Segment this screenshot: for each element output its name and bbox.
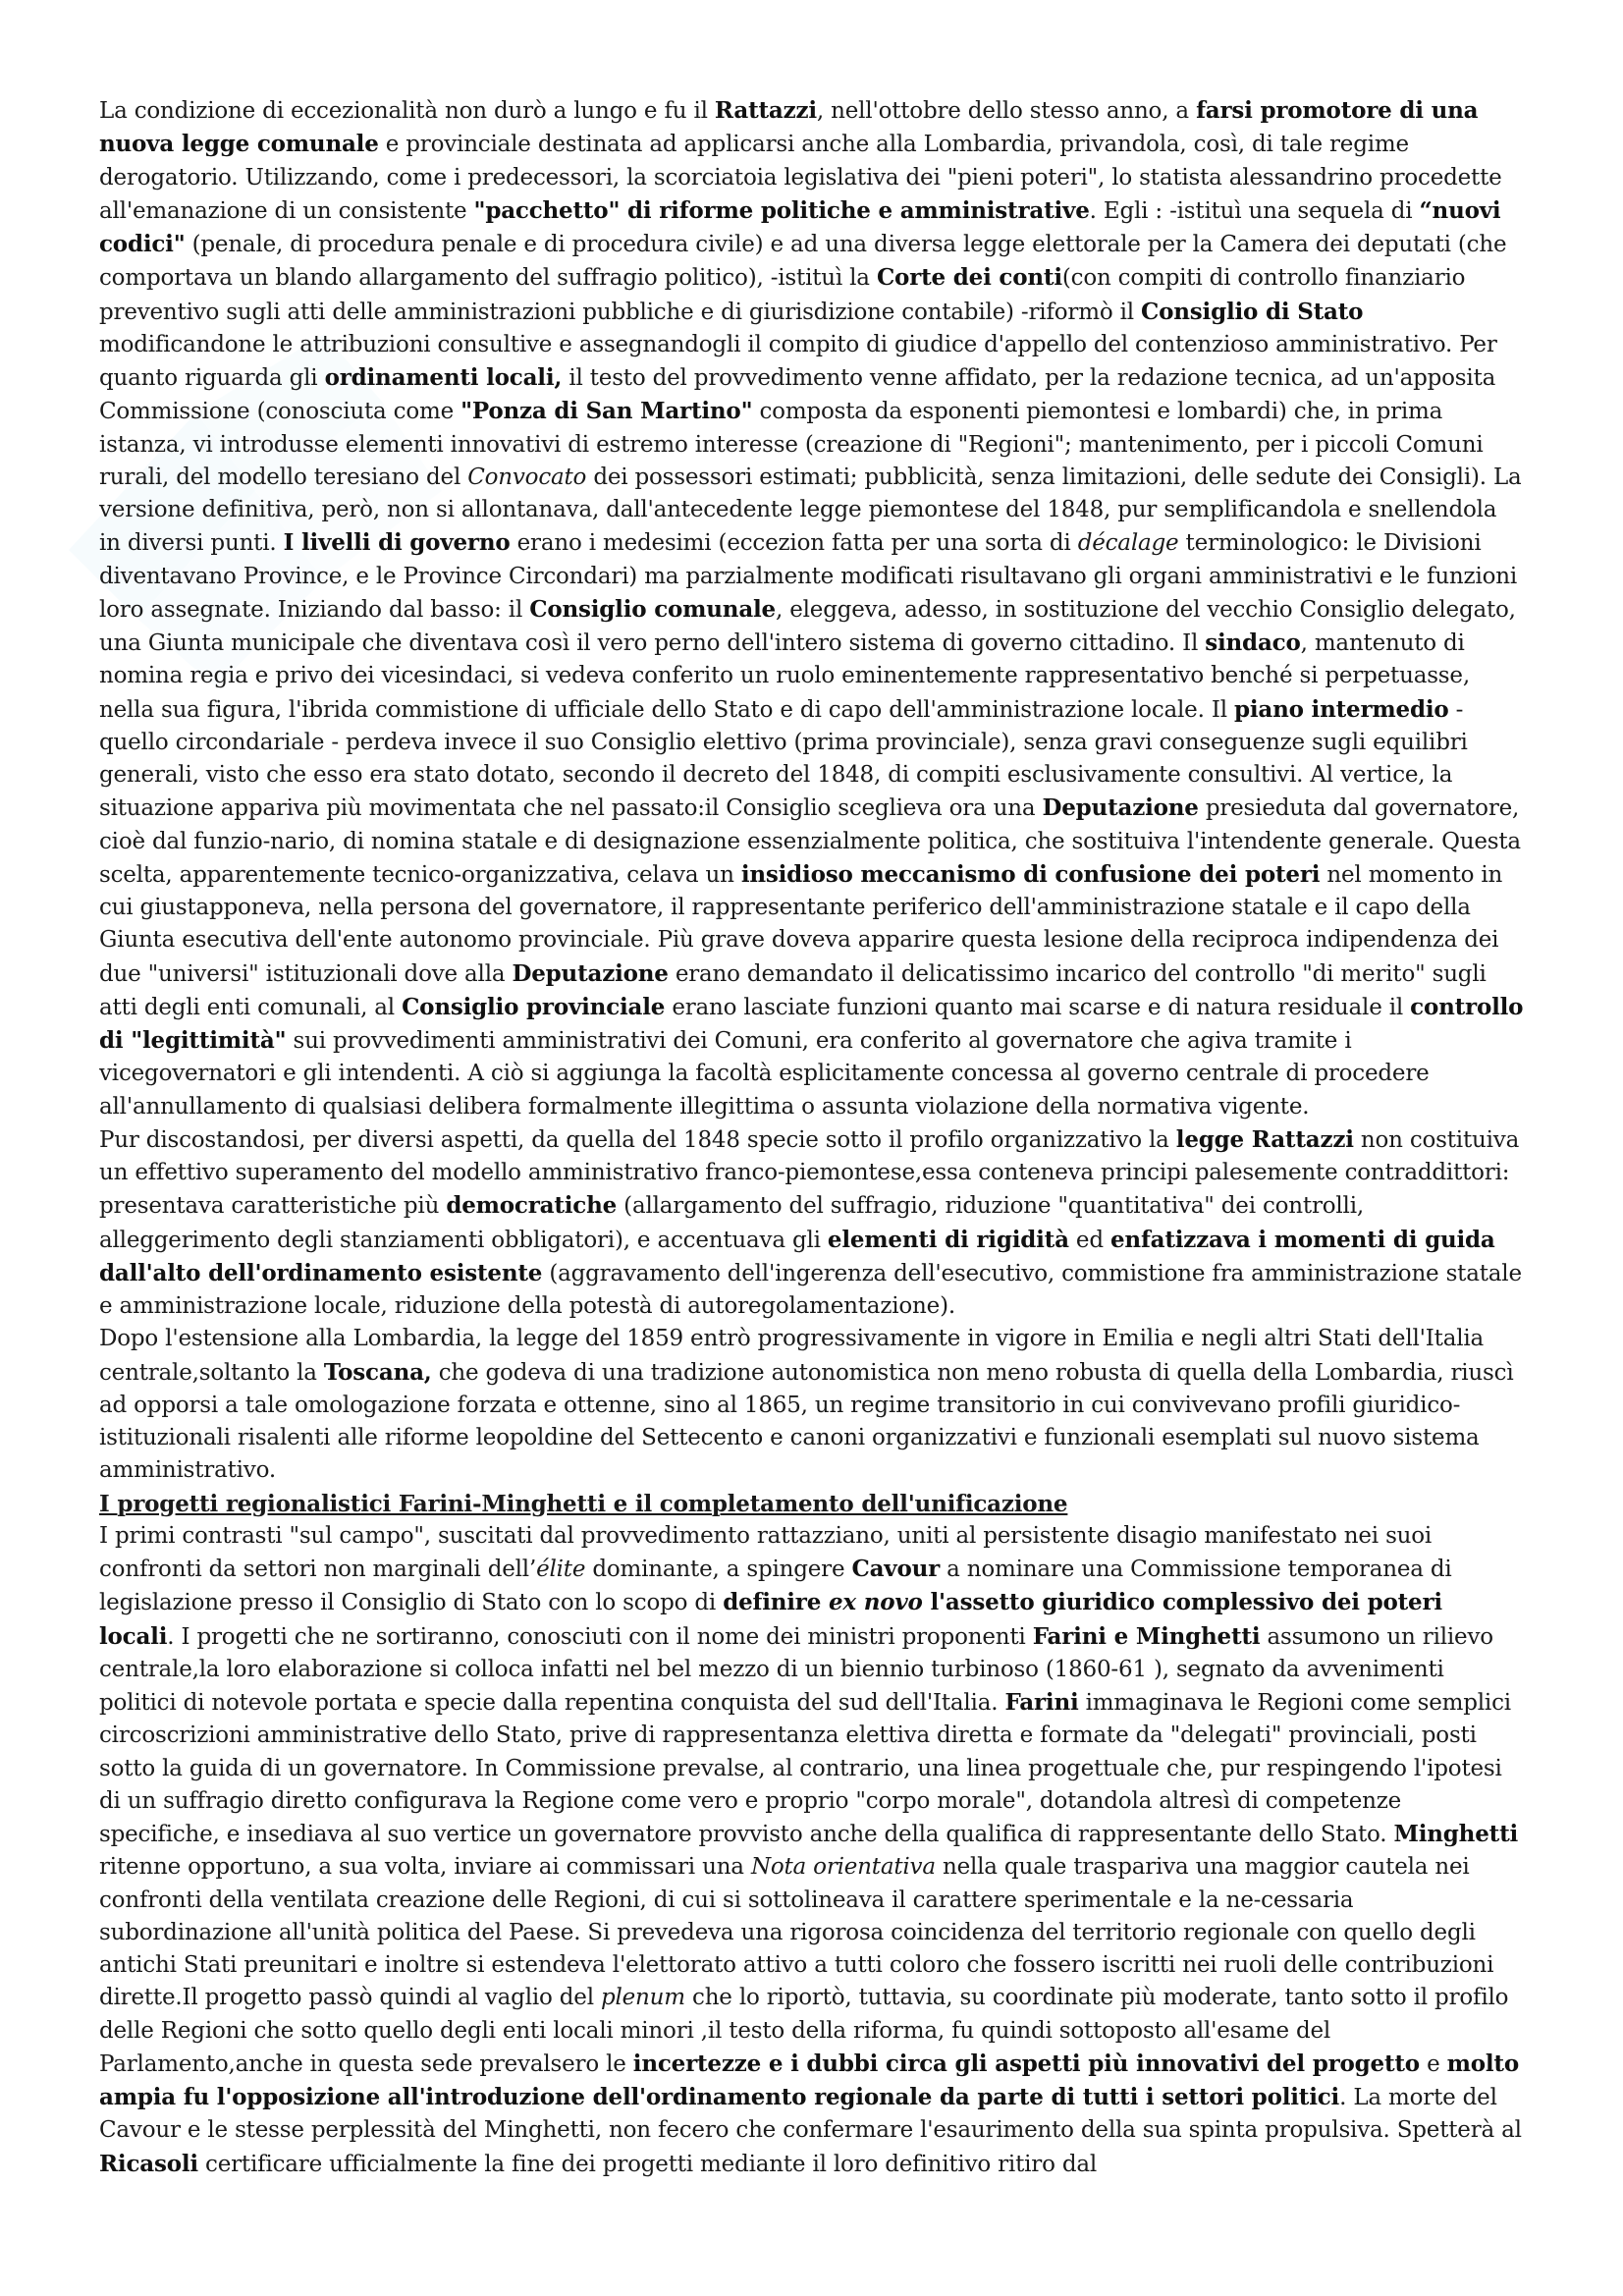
- text-run: La condizione di eccezionalità non durò a lungo e fu il: [99, 98, 715, 124]
- text-run: nella quale traspariva una maggior cautela nei confronti della ventilata creazione delle Regioni, di cui si sottolineava il carattere sperimentale e la ne-cessaria subordinazione all'unità politica del Paese. Si prevedeva una rigorosa coincidenza del territorio regionale con quello degli antichi Stati preunitari e inoltre si estendeva l'elettorato attivo a tutti coloro che fossero iscritti nei ruoli delle contribuzioni dirette.Il progetto passò quindi al vaglio del: [99, 1854, 1494, 2011]
- bold-text: Farini e Minghetti: [1032, 1622, 1261, 1650]
- italic-text: élite: [536, 1557, 586, 1582]
- bold-text: Consiglio provinciale: [402, 993, 666, 1020]
- bold-text: sindaco: [1205, 629, 1301, 656]
- paragraph: [99, 94, 1525, 1123]
- bold-text: ordinamenti locali,: [324, 364, 563, 391]
- document-body: [99, 94, 1525, 2181]
- bold-text: Consiglio di Stato: [1141, 298, 1364, 325]
- text-run: a nominare una Commissione temporanea di legislazione presso il Consiglio di Stato con lo scopo di: [99, 1557, 1452, 1616]
- bold-text: "pacchetto" di riforme politiche e amministrative: [473, 196, 1090, 224]
- bold-text: incertezze e i dubbi circa gli aspetti più innovativi del progetto: [632, 2050, 1420, 2077]
- bold-text: Toscana,: [323, 1358, 432, 1386]
- bold-text: Consiglio comunale: [529, 595, 776, 623]
- italic-text: Nota orientativa: [750, 1854, 936, 1881]
- bold-text: Corte dei conti: [876, 264, 1062, 292]
- text-run: non costituiva un effettivo superamento del modello amministrativo franco-piemontese,essa conteneva principi palesemente contraddittori: presentava caratteristiche più: [99, 1126, 1520, 1220]
- text-run: che lo riportò, tuttavia, su coordinate più moderate, tanto sotto il profilo delle Regioni che sotto quello degli enti locali minori ,il testo della riforma, fu quindi sottoposto all'esame del Parlamento,anche in questa sede prevalsero le: [99, 1985, 1509, 2077]
- text-run: dominante, a spingere: [585, 1557, 852, 1582]
- text-run: I primi contrasti "sul campo", suscitati dal provvedimento rattazziano, uniti al persistente disagio manifestato nei suoi confronti da settori non marginali dell’: [99, 1522, 1433, 1582]
- text-run: certificare ufficialmente la fine dei progetti mediante il loro definitivo ritiro dal: [197, 2151, 1098, 2177]
- bold-text: Cavour: [851, 1556, 941, 1582]
- bold-text: "Ponza di San Martino": [460, 398, 753, 425]
- text-run: (penale, di procedura penale e di procedura civile) e ad una diversa legge elettorale per la Camera dei deputati (che comportava un blando allargamento del suffragio politico), -istituì la: [99, 232, 1507, 292]
- text-run: assumono un rilievo centrale,la loro elaborazione si colloca infatti nel bel mezzo di un biennio turbinoso (1860-61 ), segnato da avvenimenti politici di notevole portata e specie dalla repentina conquista del sud dell'Italia.: [99, 1623, 1493, 1716]
- bold-text: democratiche: [446, 1192, 618, 1220]
- text-run: erano i medesimi (eccezion fatta per una sorta di: [510, 530, 1078, 557]
- text-run: presieduta dal governatore, cioè dal funzio-nario, di nomina statale e di designazione essenzialmente politica, che sostituiva l'intendente generale. Questa scelta, apparentemente tecnico-organizzativa, celava un: [99, 795, 1521, 888]
- text-run: (con compiti di controllo finanziario preventivo sugli atti delle amministrazioni pubbliche e di giurisdizione contabile) -riformò il: [99, 265, 1466, 325]
- text-run: composta da esponenti piemontesi e lombardi) che, in prima istanza, vi introdusse elementi innovativi di estremo interesse (creazione di "Regioni"; mantenimento, per i piccoli Comuni rurali, del modello teresiano del: [99, 399, 1484, 490]
- text-run: ed: [1068, 1227, 1110, 1253]
- italic-text: plenum: [600, 1985, 685, 2011]
- bold-text: l'assetto giuridico complessivo dei poteri locali: [99, 1589, 1442, 1650]
- bold-text: enfatizzava i momenti di guida dall'alto dell'ordinamento esistente: [99, 1226, 1495, 1286]
- bold-text: controllo di "legittimità": [99, 993, 1524, 1054]
- bold-text: Deputazione: [512, 959, 669, 987]
- text-run: Pur discostandosi, per diversi aspetti, da quella del 1848 specie sotto il profilo organizzativo la: [99, 1126, 1176, 1153]
- text-run: . Egli : -istituì una sequela di: [1089, 197, 1420, 224]
- section-progetti-regionalistici: [99, 1520, 1525, 2181]
- section-heading: I progetti regionalistici Farini-Minghetti e il completamento dell'unificazione: [99, 1490, 1068, 1517]
- bold-text: ex novo: [828, 1589, 923, 1616]
- bold-text: Farini: [1004, 1689, 1079, 1716]
- text-run: (aggravamento dell'ingerenza dell'esecutivo, commistione fra amministrazione statale e amministrazione locale, riduzione della potestà di autoregolamentazione).: [99, 1260, 1522, 1319]
- text-run: , eleggeva, adesso, in sostituzione del vecchio Consiglio delegato, una Giunta municipale che diventava così il vero perno dell'intero sistema di governo cittadino. Il: [99, 596, 1516, 656]
- bold-text: legge Rattazzi: [1175, 1125, 1354, 1153]
- text-run: nel momento in cui giustapponeva, nella persona del governatore, il rappresentante periferico dell'amministrazione statale e il capo della Giunta esecutiva dell'ente autonomo provinciale. Più grave doveva apparire questa lesione della reciproca indipendenza dei due "universi" istituzionali dove alla: [99, 861, 1503, 987]
- text-run: . I progetti che ne sortiranno, conosciuti con il nome dei ministri proponenti: [167, 1623, 1033, 1650]
- bold-text: “nuovi codici": [99, 196, 1501, 257]
- bold-text: Deputazione: [1042, 794, 1199, 822]
- italic-text: décalage: [1077, 530, 1179, 557]
- bold-text: Rattazzi: [714, 97, 817, 124]
- text-run: , nell'ottobre dello stesso anno, a: [816, 98, 1197, 124]
- bold-text: insidioso meccanismo di confusione dei poteri: [740, 860, 1321, 888]
- section-legge-rattazzi: [99, 94, 1525, 1488]
- paragraph: [99, 1123, 1525, 1324]
- text-run: erano lasciate funzioni quanto mai scarse e di natura residuale il: [665, 994, 1411, 1020]
- text-run: erano demandato il delicatissimo incarico del controllo "di merito" sugli atti degli enti comunali, al: [99, 960, 1487, 1020]
- paragraph: [99, 1323, 1525, 1487]
- bold-text: I livelli di governo: [283, 529, 511, 557]
- bold-text: piano intermedio: [1233, 695, 1449, 723]
- text-run: , mantenuto di nomina regia e privo dei vicesindaci, si vedeva conferito un ruolo eminentemente rappresentativo benché si perpetuasse, nella sua figura, l'ibrida commistione di ufficiale dello Stato e di capo dell'amministrazione locale. Il: [99, 630, 1470, 723]
- bold-text: elementi di rigidità: [827, 1226, 1069, 1253]
- paragraph: [99, 1520, 1525, 2181]
- text-run: Dopo l'estensione alla Lombardia, la legge del 1859 entrò progressivamente in vigore in Emilia e negli altri Stati dell'Italia centrale,soltanto la: [99, 1326, 1485, 1386]
- italic-text: Convocato: [467, 464, 587, 490]
- text-run: modificandone le attribuzioni consultive e assegnandogli il compito di giudice d'appello del contenzioso amministrativo. Per quanto riguarda gli: [99, 331, 1497, 391]
- text-run: e: [1419, 2050, 1447, 2077]
- text-run: e provinciale destinata ad applicarsi anche alla Lombardia, privandola, così, di tale regime derogatorio. Utilizzando, come i predecessori, la scorciatoia legislativa dei "pieni poteri", lo statista alessandrino procedette all'emanazione di un consistente: [99, 132, 1502, 224]
- text-run: ritenne opportuno, a sua volta, inviare ai commissari una: [99, 1854, 751, 1881]
- text-run: . La morte del Cavour e le stesse perplessità del Minghetti, non fecero che confermare l'esaurimento della sua spinta propulsiva. Spetterà al: [99, 2085, 1522, 2144]
- text-run: che godeva di una tradizione autonomistica non meno robusta di quella della Lombardia, riuscì ad opporsi a tale omologazione forzata e ottenne, sino al 1865, un regime transitorio in cui convivevano profili giuridico-istituzionali risalenti alle riforme leopoldine del Settecento e canoni organizzativi e funzionali esemplati sul nuovo sistema amministrativo.: [99, 1359, 1514, 1484]
- text-run: terminologico: le Divisioni diventavano Province, e le Province Circondari) ma parzialmente modificati risultavano gli organi amministrativi e le funzioni loro assegnate. Iniziando dal basso: il: [99, 530, 1518, 623]
- bold-text: definire: [723, 1589, 829, 1616]
- bold-text: Ricasoli: [99, 2150, 198, 2177]
- text-run: immaginava le Regioni come semplici circoscrizioni amministrative dello Stato, prive di rappresentanza elettiva diretta e formate da "delegati" provinciali, posti sotto la guida di un governatore. In Commissione prevalse, al contrario, una linea progettuale che, pur respingendo l'ipotesi di un suffragio diretto configurava la Regione come vero e proprio "corpo morale", dotandola altresì di competenze specifiche, e insediava al suo vertice un governatore provvisto anche della qualifica di rappresentante dello Stato.: [99, 1690, 1511, 1847]
- text-run: sui provvedimenti amministrativi dei Comuni, era conferito al governatore che agiva tramite i vicegovernatori e gli intendenti. A ciò si aggiunga la facoltà esplicitamente concessa al governo centrale di procedere all'annullamento di qualsiasi delibera formalmente illegittima o assunta violazione della normativa vigente.: [99, 1028, 1430, 1120]
- bold-text: molto ampia fu l'opposizione all'introduzione dell'ordinamento regionale da parte di tutti i settori politici: [99, 2050, 1519, 2110]
- text-run: il testo del provvedimento venne affidato, per la redazione tecnica, ad un'apposita Commissione (conosciuta come: [99, 365, 1496, 425]
- bold-text: Minghetti: [1393, 1821, 1519, 1847]
- text-run: dei possessori estimati; pubblicità, senza limitazioni, delle sedute dei Consigli). La versione definitiva, però, non si allontanava, dall'antecedente legge piemontese del 1848, pur semplificandola e snellendola in diversi punti.: [99, 464, 1522, 557]
- text-run: - quello circondariale - perdeva invece il suo Consiglio elettivo (prima provinciale), senza gravi conseguenze sugli equilibri generali, visto che esso era stato dotato, secondo il decreto del 1848, di compiti esclusivamente consultivi. Al vertice, la situazione appariva più movimentata che nel passato:il Consiglio sceglieva ora una: [99, 696, 1468, 822]
- bold-text: farsi promotore di una nuova legge comunale: [99, 97, 1479, 158]
- text-run: (allargamento del suffragio, riduzione "quantitativa" dei controlli, alleggerimento degli stanziamenti obbligatori), e accentuava gli: [99, 1193, 1364, 1253]
